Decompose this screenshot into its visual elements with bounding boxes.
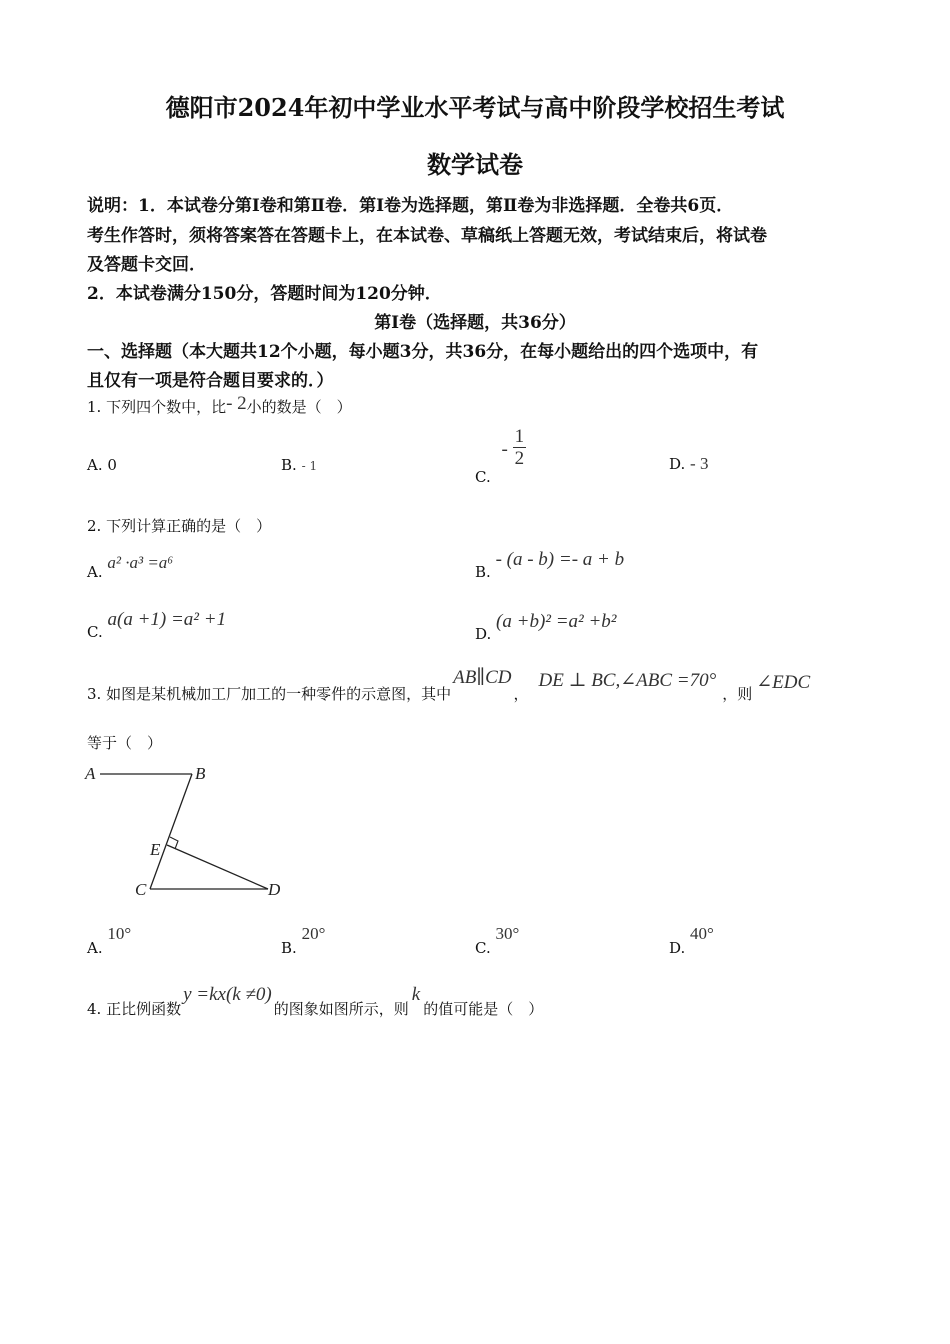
option-label: A. bbox=[87, 563, 103, 581]
fraction-sign: - bbox=[501, 438, 508, 460]
question-3-math-angle: ∠EDC bbox=[756, 672, 811, 693]
question-3-figure bbox=[80, 758, 310, 903]
question-3-math-condition: DE ⊥ BC,∠ABC =70° bbox=[538, 670, 717, 691]
question-4-suffix: 的值可能是（ ） bbox=[423, 1000, 544, 1018]
option-value: - 1 bbox=[301, 459, 318, 473]
option-label: D. bbox=[669, 939, 686, 957]
q1-option-d[interactable] bbox=[669, 454, 708, 474]
q1-option-b[interactable] bbox=[281, 456, 317, 474]
option-math: - (a - b) =- a + b bbox=[495, 549, 625, 570]
question-4-math-k: k bbox=[411, 984, 421, 1005]
option-label: D. bbox=[669, 455, 686, 473]
q1-option-c[interactable] bbox=[475, 426, 526, 486]
point-label-c: C bbox=[135, 880, 147, 899]
option-label: B. bbox=[281, 456, 297, 474]
question-4-prefix: 4. 正比例函数 bbox=[87, 1000, 182, 1018]
q3-option-d[interactable] bbox=[669, 924, 714, 957]
option-value: 0 bbox=[107, 456, 117, 474]
exam-title: 德阳市2024年初中学业水平考试与高中阶段学校招生考试 bbox=[165, 93, 785, 122]
segment-de bbox=[167, 845, 268, 889]
point-label-b: B bbox=[195, 764, 206, 783]
q2-option-b[interactable] bbox=[475, 549, 625, 581]
question-3-prefix: 3. 如图是某机械加工厂加工的一种零件的示意图，其中 bbox=[87, 685, 452, 703]
question-2-stem: 2. 下列计算正确的是（ ） bbox=[87, 517, 272, 535]
q1-option-a[interactable] bbox=[87, 456, 117, 474]
question-1-prefix: 1. 下列四个数中，比 bbox=[87, 398, 227, 416]
option-label: C. bbox=[475, 939, 491, 957]
question-3-sep: ， bbox=[513, 685, 529, 703]
point-label-d: D bbox=[268, 880, 281, 899]
q3-option-c[interactable] bbox=[475, 924, 520, 957]
exam-subtitle: 数学试卷 bbox=[427, 150, 523, 179]
question-3-stem bbox=[87, 667, 811, 703]
question-3-math-parallel: AB∥CD bbox=[453, 667, 512, 688]
section-heading-line-2: 且仅有一项是符合题目要求的．） bbox=[87, 371, 334, 391]
q2-option-c[interactable] bbox=[87, 609, 227, 641]
instruction-line-2: 考生作答时，须将答案答在答题卡上，在本试卷、草稿纸上答题无效，考试结束后，将试卷 bbox=[87, 226, 767, 246]
point-label-e: E bbox=[150, 840, 161, 859]
option-label: C. bbox=[475, 467, 491, 486]
question-4-stem bbox=[87, 984, 544, 1018]
option-label: A. bbox=[87, 456, 103, 474]
part-title: 第Ⅰ卷（选择题，共36分） bbox=[374, 313, 576, 333]
question-1-suffix: 小的数是（ ） bbox=[246, 398, 352, 416]
point-label-a: A bbox=[85, 764, 96, 783]
question-1-math: - 2 bbox=[226, 393, 247, 414]
question-4-mid: 的图象如图所示，则 bbox=[273, 1000, 409, 1018]
option-label: D. bbox=[475, 625, 492, 643]
q3-option-b[interactable] bbox=[281, 924, 326, 957]
option-value: 30° bbox=[495, 924, 520, 943]
fraction-numerator: 1 bbox=[514, 426, 525, 447]
option-label: A. bbox=[87, 939, 103, 957]
instruction-line-4: 2．本试卷满分150分，答题时间为120分钟． bbox=[87, 284, 442, 304]
option-label: B. bbox=[475, 563, 491, 581]
fraction-denominator: 2 bbox=[514, 448, 525, 469]
option-math: a² ·a³ =a⁶ bbox=[107, 553, 174, 572]
question-3-line-2: 等于（ ） bbox=[87, 734, 163, 752]
option-value: - 3 bbox=[690, 454, 709, 473]
section-heading-line-1: 一、选择题（本大题共12个小题，每小题3分，共36分，在每小题给出的四个选项中，有 bbox=[87, 342, 759, 362]
instruction-line-3: 及答题卡交回． bbox=[87, 255, 206, 275]
option-value: 40° bbox=[690, 924, 714, 943]
question-4-math-function: y =kx(k ≠0) bbox=[183, 984, 272, 1005]
question-3-mid: ，则 bbox=[722, 685, 753, 703]
q2-option-d[interactable] bbox=[475, 611, 617, 643]
segment-bc bbox=[150, 774, 192, 889]
question-1-stem bbox=[87, 393, 352, 418]
option-value: 10° bbox=[107, 924, 132, 943]
option-math: (a +b)² =a² +b² bbox=[496, 611, 617, 632]
instruction-line-1: 说明：1．本试卷分第Ⅰ卷和第Ⅱ卷．第Ⅰ卷为选择题，第Ⅱ卷为非选择题．全卷共6页． bbox=[87, 196, 734, 216]
q2-option-a[interactable] bbox=[87, 553, 174, 581]
option-value: 20° bbox=[301, 924, 326, 943]
fraction bbox=[513, 427, 527, 470]
option-math: a(a +1) =a² +1 bbox=[107, 609, 227, 630]
option-label: C. bbox=[87, 623, 103, 641]
option-label: B. bbox=[281, 939, 297, 957]
q3-option-a[interactable] bbox=[87, 924, 132, 957]
